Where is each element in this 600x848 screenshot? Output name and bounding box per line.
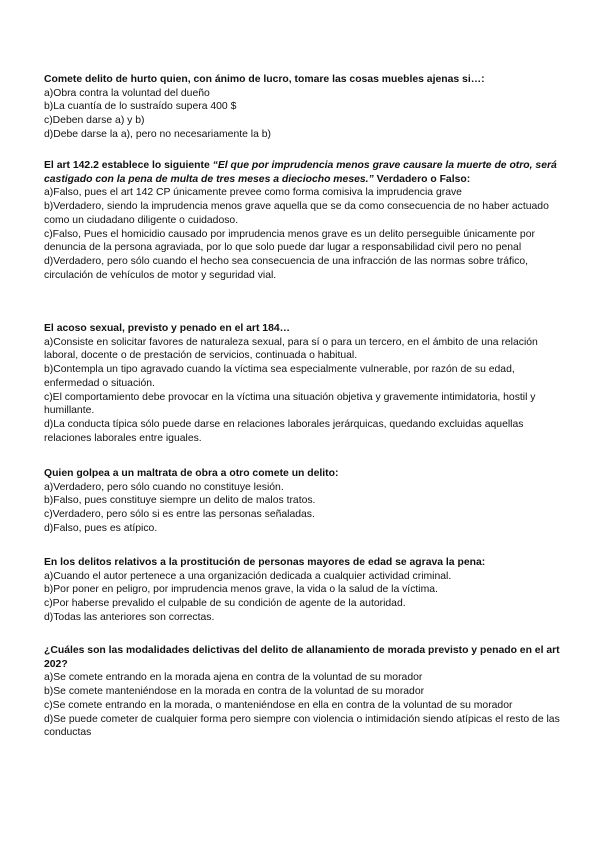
stem-question: Verdadero o Falso: [373, 173, 471, 185]
option-c: c)Falso, Pues el homicidio causado por imprudencia menos grave es un delito perseguible únicamente por denuncia de la persona agraviada, por lo que solo puede dar lugar a responsabilidad civil pero no penal [44, 228, 535, 254]
option-a: a)Falso, pues el art 142 CP únicamente prevee como forma comisiva la imprudencia grave [44, 187, 462, 199]
option-d: d)Todas las anteriores son correctas. [44, 611, 215, 623]
question-6 [44, 644, 564, 740]
stem-intro: El art 142.2 establece lo siguiente [44, 160, 213, 171]
option-d: d)La conducta típica sólo puede darse en relaciones laborales jerárquicas, quedando excluidas aquellas relaciones laborales entre iguales. [44, 418, 524, 444]
option-a: a)Cuando el autor pertenece a una organización dedicada a cualquier actividad criminal. [44, 570, 452, 582]
question-stem: ¿Cuáles son las modalidades delictivas del delito de allanamiento de morada previsto y penado en el art 202? [44, 645, 560, 670]
option-c: c)Se comete entrando en la morada, o manteniéndose en ella en contra de la voluntad de su morador [44, 699, 513, 711]
option-b: b)Falso, pues constituye siempre un delito de malos tratos. [44, 495, 316, 507]
question-stem: En los delitos relativos a la prostitución de personas mayores de edad se agrava la pena: [44, 557, 486, 568]
option-c: c)Verdadero, pero sólo si es entre las personas señaladas. [44, 509, 315, 521]
question-3 [44, 322, 564, 445]
option-b: b)Por poner en peligro, por imprudencia menos grave, la vida o la salud de la víctima. [44, 584, 438, 596]
stem-quote: “El que por imprudencia menos grave causare la muerte de otro, será castigado con la pena de multa de tres meses a dieciocho meses.” [44, 160, 557, 185]
option-b: b)Contempla un tipo agravado cuando la víctima sea especialmente vulnerable, por razón de su edad, enfermedad o situación. [44, 364, 515, 389]
option-b: b)Se comete manteniéndose en la morada en contra de la voluntad de su morador [44, 686, 425, 698]
question-1 [44, 73, 564, 142]
option-d: d)Falso, pues es atípico. [44, 522, 158, 534]
option-d: d)Verdadero, pero sólo cuando el hecho sea consecuencia de una infracción de las normas sobre tráfico, circulación de vehículos de motor y seguridad vial. [44, 255, 529, 281]
option-b: b)La cuantía de lo sustraído supera 400 $ [44, 101, 237, 113]
option-a: a)Se comete entrando en la morada ajena en contra de la voluntad de su morador [44, 672, 423, 684]
option-b: b)Verdadero, siendo la imprudencia menos grave aquella que se da como consecuencia de no haber actuado como un ciudadano diligente o cuidadoso. [44, 201, 549, 226]
option-d: d)Debe darse la a), pero no necesariamente la b) [44, 128, 271, 140]
option-d: d)Se puede cometer de cualquier forma pero siempre con violencia o intimidación siendo atípicas el resto de las conductas [44, 713, 560, 739]
option-c: c)El comportamiento debe provocar en la víctima una situación objetiva y gravemente intimidatoria, hostil y humillante. [44, 391, 536, 417]
option-a: a)Verdadero, pero sólo cuando no constituye lesión. [44, 481, 284, 493]
question-stem: Comete delito de hurto quien, con ánimo de lucro, tomare las cosas muebles ajenas si…: [44, 74, 485, 85]
question-stem: Quien golpea a un maltrata de obra a otro comete un delito: [44, 468, 339, 479]
question-stem: El acoso sexual, previsto y penado en el art 184… [44, 323, 291, 334]
option-c: c)Por haberse prevalido el culpable de su condición de agente de la autoridad. [44, 598, 406, 610]
question-5 [44, 556, 564, 625]
option-c: c)Deben darse a) y b) [44, 115, 145, 127]
question-2 [44, 159, 564, 282]
option-a: a)Consiste en solicitar favores de naturaleza sexual, para sí o para un tercero, en el ámbito de una relación laboral, docente o de prestación de servicios, continuada o habitual. [44, 336, 538, 362]
question-stem [44, 159, 564, 186]
option-a: a)Obra contra la voluntad del dueño [44, 87, 210, 99]
question-4 [44, 467, 564, 536]
